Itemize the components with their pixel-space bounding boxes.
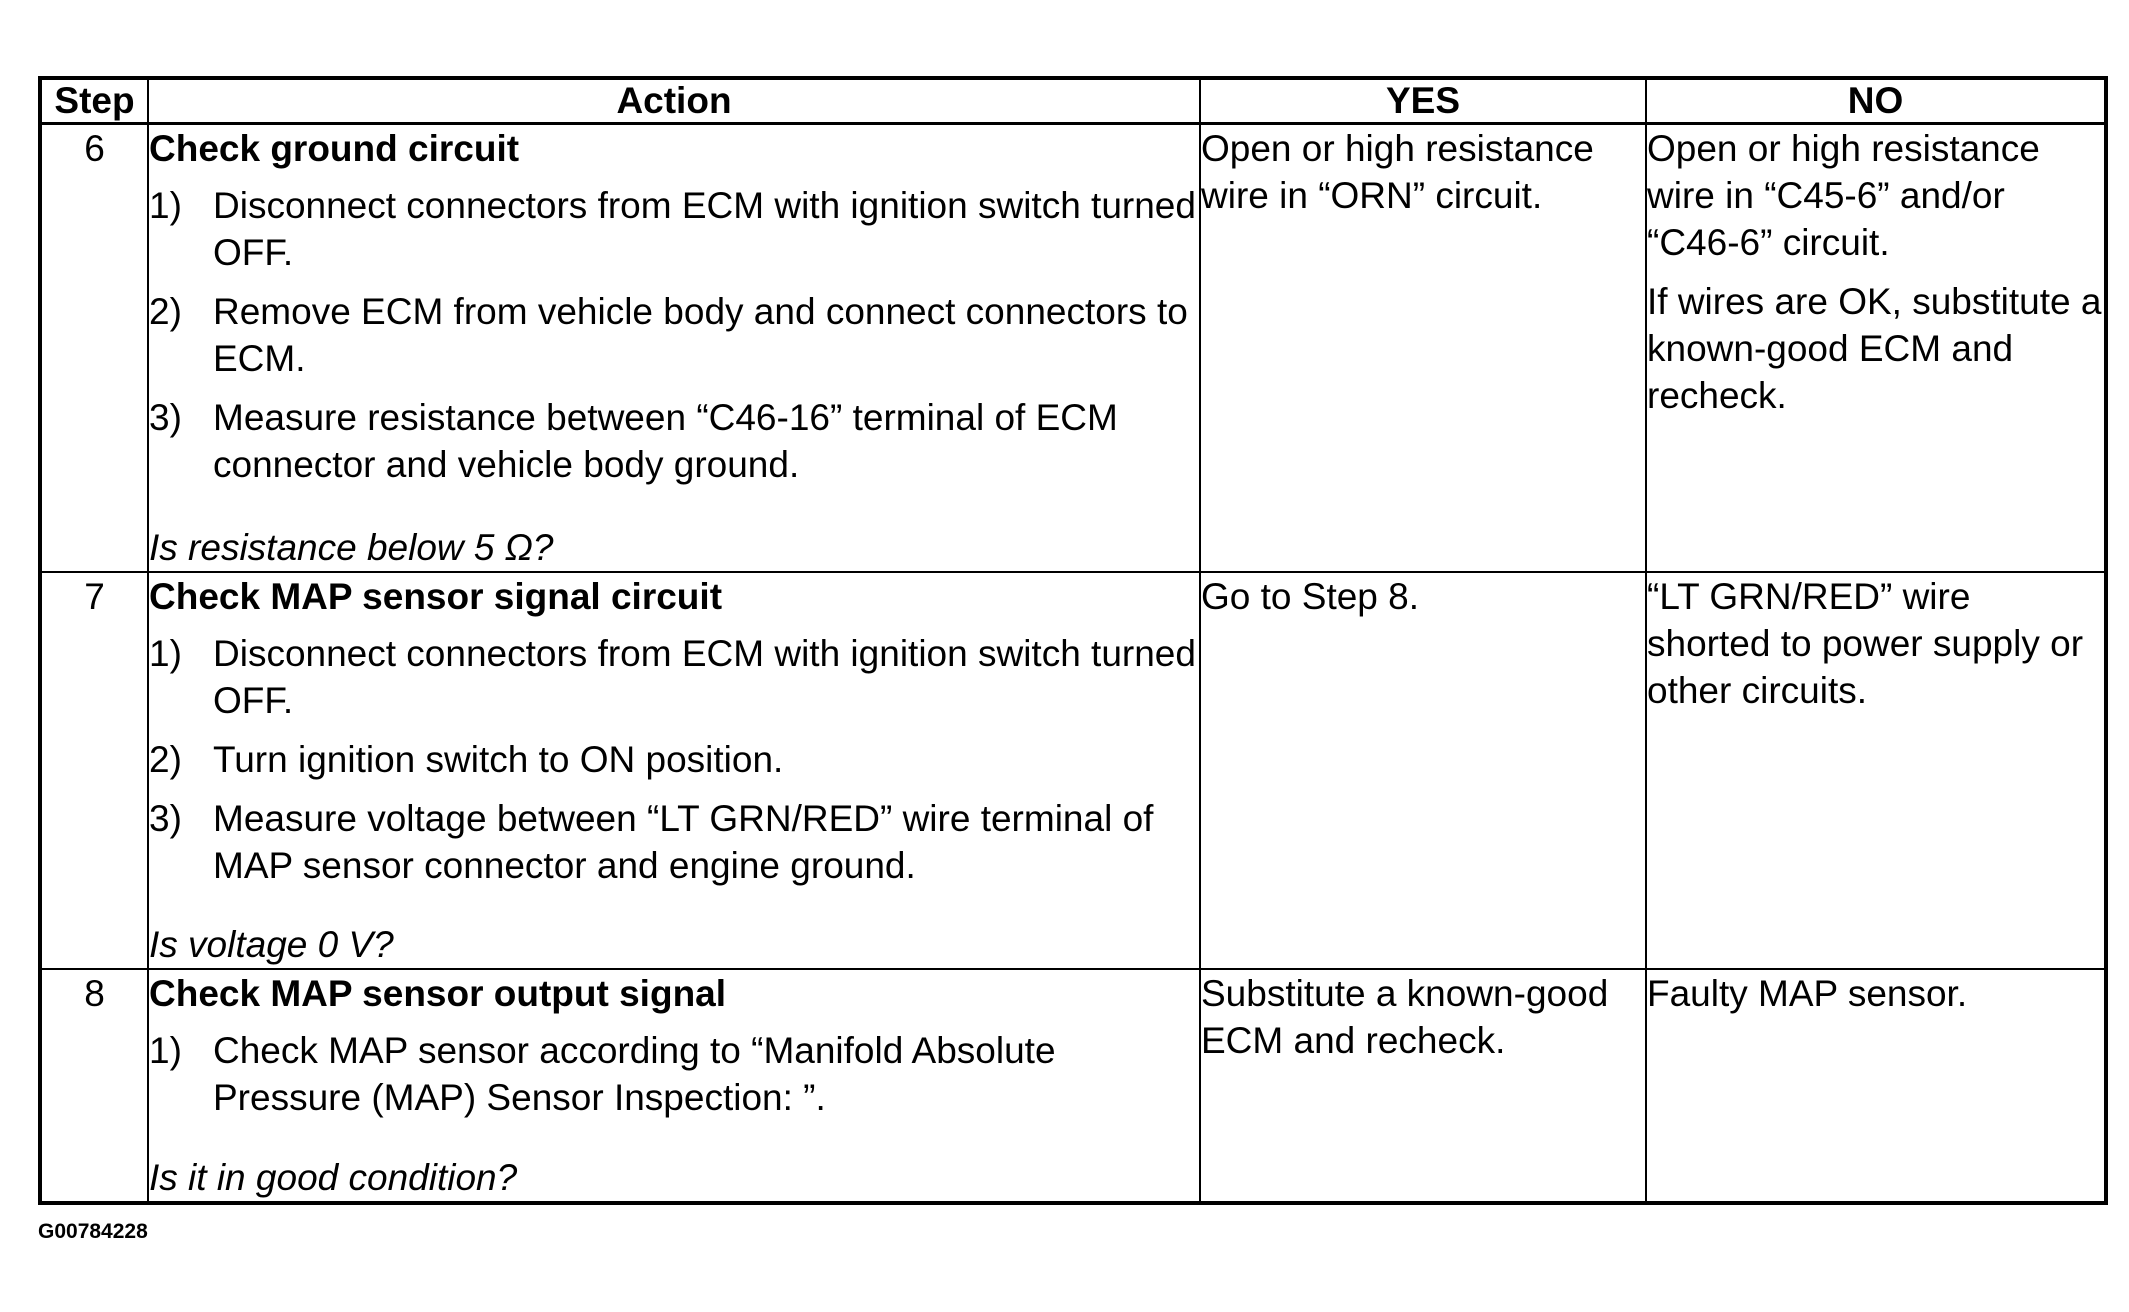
no-cell [1646,124,2106,573]
list-item [149,288,1199,382]
no-cell [1646,969,2106,1203]
figure-id: G00784228 [38,1220,148,1243]
step-number: 8 [40,969,148,1203]
action-steps-list [149,182,1199,500]
yes-text: Go to Step 8. [1201,576,1420,617]
item-text: Disconnect connectors from ECM with ignition switch turned OFF. [213,633,1196,721]
table-header-row [40,78,2106,124]
item-number: 1) [149,633,182,674]
item-number: 1) [149,185,182,226]
action-cell [148,124,1200,573]
no-text: Open or high resistance wire in “C45-6” and/or “C46-6” circuit. [1647,128,2040,263]
header-action: Action [148,78,1200,124]
no-text: If wires are OK, substitute a known-good ECM and recheck. [1647,281,2102,416]
action-question: Is it in good condition? [149,1157,518,1198]
item-number: 2) [149,291,182,332]
no-cell [1646,572,2106,969]
action-cell [148,969,1200,1203]
item-text: Disconnect connectors from ECM with ignition switch turned OFF. [213,185,1196,273]
item-text: Turn ignition switch to ON position. [213,739,784,780]
item-text: Measure resistance between “C46-16” terminal of ECM connector and vehicle body ground. [213,397,1118,485]
action-title: Check ground circuit [149,128,520,169]
table-row [40,124,2106,573]
list-item [149,182,1199,276]
action-title: Check MAP sensor output signal [149,973,727,1014]
list-item [149,795,1199,889]
item-number: 3) [149,798,182,839]
table-row [40,572,2106,969]
yes-text: Open or high resistance wire in “ORN” circuit. [1201,128,1594,216]
item-number: 1) [149,1030,182,1071]
header-yes: YES [1200,78,1646,124]
diagnostic-table [38,76,2108,1205]
list-item [149,736,1199,783]
item-number: 2) [149,739,182,780]
header-no: NO [1646,78,2106,124]
step-number: 6 [40,124,148,573]
item-text: Remove ECM from vehicle body and connect connectors to ECM. [213,291,1188,379]
item-number: 3) [149,397,182,438]
no-text: Faulty MAP sensor. [1647,973,1968,1014]
list-item [149,1027,1199,1121]
list-item [149,630,1199,724]
yes-cell [1200,969,1646,1203]
list-item [149,394,1199,488]
header-step: Step [40,78,148,124]
item-text: Measure voltage between “LT GRN/RED” wire terminal of MAP sensor connector and engine ground. [213,798,1154,886]
action-title: Check MAP sensor signal circuit [149,576,723,617]
action-steps-list [149,630,1199,901]
no-text: “LT GRN/RED” wire shorted to power supply or other circuits. [1647,576,2084,711]
yes-cell [1200,124,1646,573]
action-cell [148,572,1200,969]
action-question: Is voltage 0 V? [149,924,394,965]
table-row [40,969,2106,1203]
item-text: Check MAP sensor according to “Manifold Absolute Pressure (MAP) Sensor Inspection: ”. [213,1030,1056,1118]
action-steps-list [149,1027,1199,1133]
step-number: 7 [40,572,148,969]
yes-text: Substitute a known-good ECM and recheck. [1201,973,1609,1061]
action-question: Is resistance below 5 Ω? [149,527,554,568]
yes-cell [1200,572,1646,969]
